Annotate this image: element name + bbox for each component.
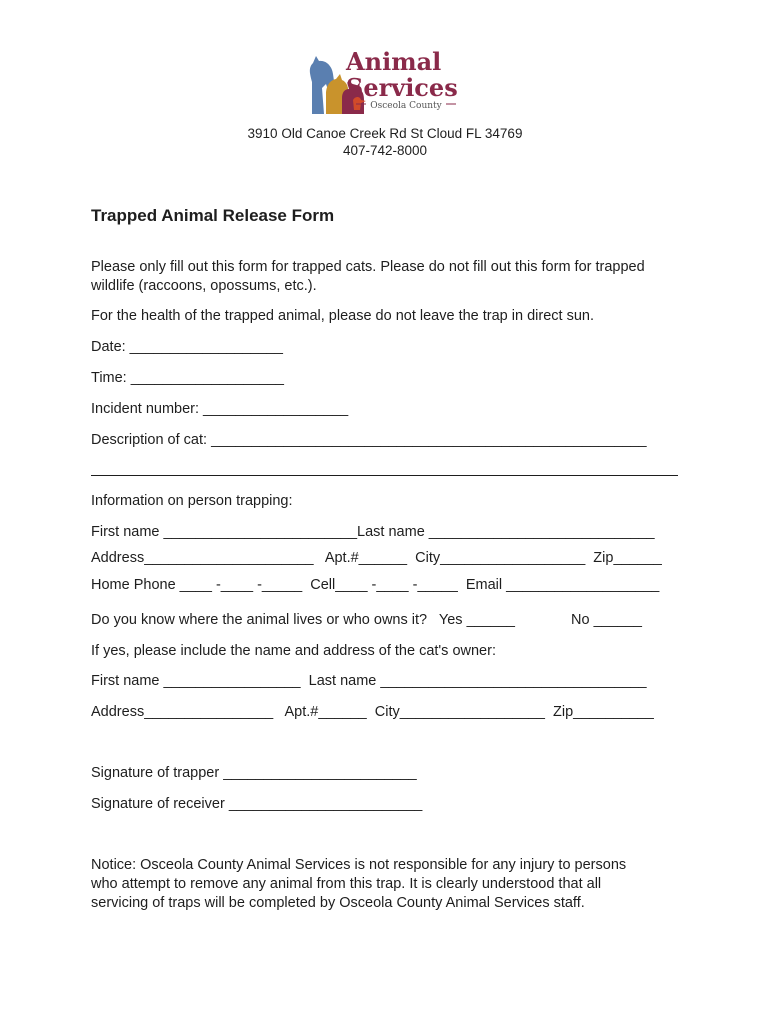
liability-notice: Notice: Osceola County Animal Services is not responsible for any injury to persons who attempt to remove any animal from this trap. It is clearly understood that all servicing of traps will be completed by Osceola County Animal Services staff. — [91, 857, 627, 911]
form-title: Trapped Animal Release Form — [91, 206, 335, 225]
logo-line2: Services — [346, 73, 458, 102]
office-phone: 407-742-8000 — [342, 143, 428, 158]
owner-known-yes-field[interactable]: Do you know where the animal lives or who owns it? Yes ______ — [91, 612, 515, 628]
owner-known-no-field[interactable]: No ______ — [571, 612, 642, 628]
sun-note: For the health of the trapped animal, please do not leave the trap in direct sun. — [91, 308, 594, 324]
trapper-info-heading: Information on person trapping: — [91, 493, 293, 509]
logo-line1: Animal — [346, 47, 442, 76]
owner-address-fields[interactable]: Address________________ Apt.#______ City__________________ Zip__________ — [91, 704, 654, 720]
date-field[interactable]: Date: ___________________ — [91, 339, 283, 355]
owner-name-fields[interactable]: First name _________________ Last name _________________________________ — [91, 673, 647, 689]
animal-services-logo — [304, 44, 464, 116]
animals-silhouette-icon — [304, 44, 464, 116]
cat-description-field[interactable]: Description of cat: ______________________________________________________ — [91, 432, 647, 448]
trapper-phone-fields[interactable]: Home Phone ____ -____ -_____ Cell____ -____ -_____ Email ___________________ — [91, 577, 660, 593]
logo-tagline: Osceola County — [370, 101, 442, 111]
description-continuation-line[interactable] — [91, 475, 678, 476]
trapper-signature-field[interactable]: Signature of trapper ________________________ — [91, 765, 417, 781]
trapper-address-fields[interactable]: Address_____________________ Apt.#______ City__________________ Zip______ — [91, 550, 662, 566]
owner-instruction: If yes, please include the name and address of the cat's owner: — [91, 643, 496, 659]
intro-text: Please only fill out this form for trapped cats. Please do not fill out this form for trapped wildlife (raccoons, opossums, etc.). — [91, 259, 645, 294]
incident-number-field[interactable]: Incident number: __________________ — [91, 401, 349, 417]
time-field[interactable]: Time: ___________________ — [91, 370, 284, 386]
trapper-name-fields[interactable]: First name ________________________Last name ____________________________ — [91, 524, 655, 540]
office-address: 3910 Old Canoe Creek Rd St Cloud FL 34769 — [247, 126, 523, 141]
receiver-signature-field[interactable]: Signature of receiver ________________________ — [91, 796, 423, 812]
